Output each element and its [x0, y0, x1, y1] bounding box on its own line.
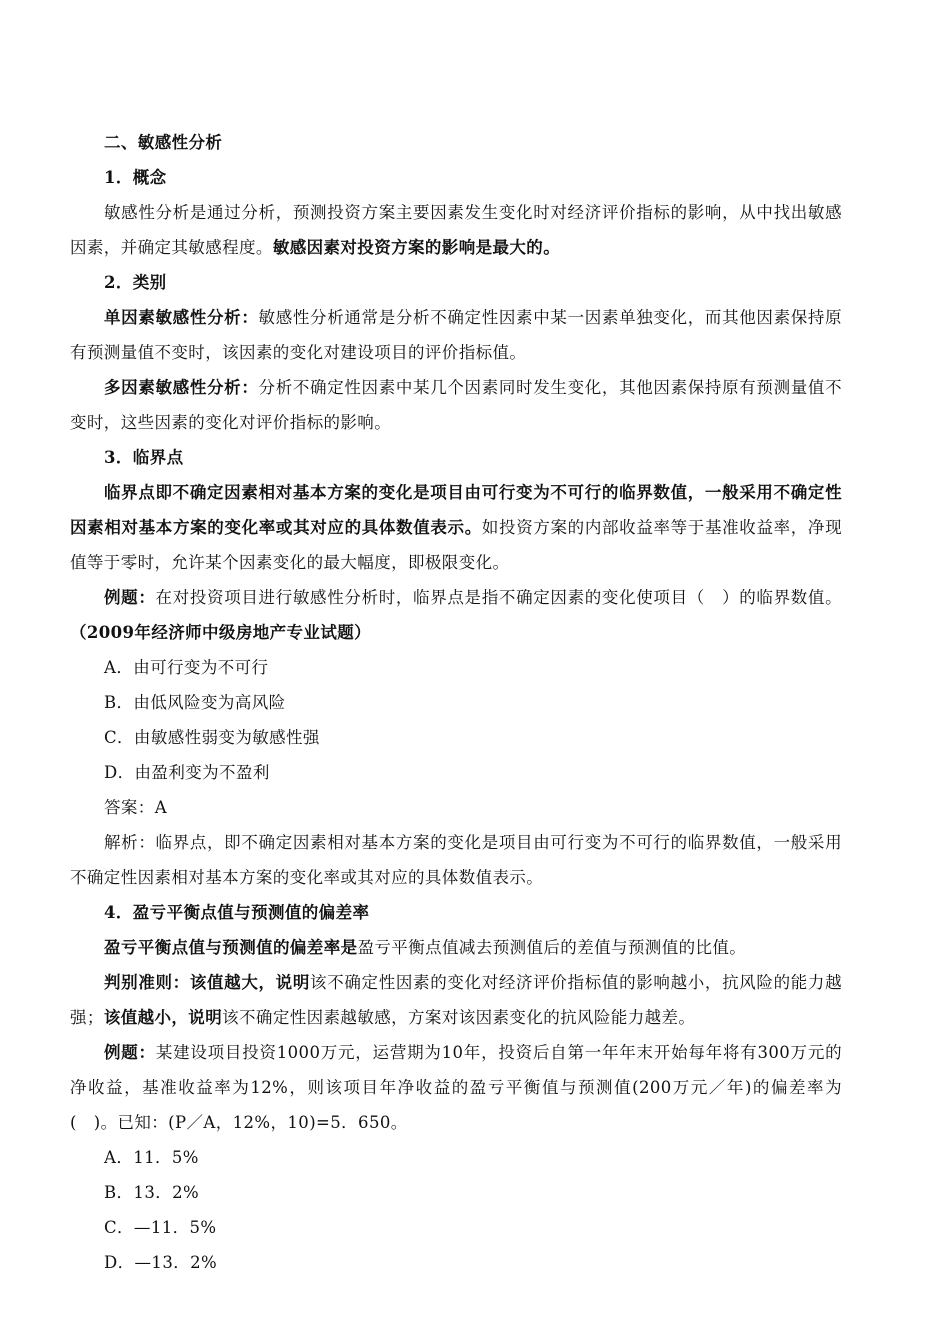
multi-factor-text: 分析不确定性因素中某几个因素同时发生变化，其他因素保持原有预测量值不变时，这些因素的变化对评价指标的影响。: [70, 378, 842, 432]
example1-option-b: B．由低风险变为高风险: [104, 693, 286, 712]
example2-option-a: A．11．5%: [104, 1148, 199, 1167]
concept-paragraph: [70, 195, 842, 265]
concept-heading: 1．概念: [104, 168, 167, 187]
deviation-definition: [70, 930, 842, 965]
example1-option-c: C．由敏感性弱变为敏感性强: [104, 728, 320, 747]
deviation-heading: 4．盈亏平衡点值与预测值的偏差率: [104, 903, 370, 922]
critical-paragraph: [70, 475, 842, 580]
multi-factor-label: 多因素敏感性分析：: [104, 378, 259, 397]
critical-bold: 临界点即不确定因素相对基本方案的变化是项目由可行变为不可行的临界数值，一般采用不确定性因素相对基本方案的变化率或其对应的具体数值表示。: [70, 483, 842, 537]
rule-label: 判别准则：: [104, 973, 190, 992]
example2-question: [70, 1035, 842, 1140]
example1-option-a: A．由可行变为不可行: [104, 658, 269, 677]
deviation-rule: [70, 965, 842, 1035]
example1-question: [70, 580, 842, 650]
rule-text-1: 该不确定性因素的变化对经济评价指标值的影响越小，抗风险的能力越强；: [70, 973, 842, 1027]
example1-label: 例题：: [104, 588, 156, 607]
example2-option-d: D．—13．2%: [104, 1253, 218, 1272]
example2-question-text: 某建设项目投资1000万元，运营期为10年，投资后自第一年年末开始每年将有300万元的净收益，基准收益率为12%，则该项目年净收益的盈亏平衡值与预测值(200万元／年)的偏差率为( )。已知：(P／A，12%，10)=5．650。: [70, 1043, 842, 1132]
rule-bold-1: 该值越大，说明: [189, 973, 311, 992]
single-factor-paragraph: [70, 300, 842, 370]
example1-source: （2009年经济师中级房地产专业试题）: [70, 623, 372, 642]
example2-label: 例题：: [104, 1043, 156, 1062]
example1-option-d: D．由盈利变为不盈利: [104, 763, 270, 782]
critical-heading: 3．临界点: [104, 448, 184, 467]
rule-text-2: 该不确定性因素越敏感，方案对该因素变化的抗风险能力越差。: [222, 1008, 696, 1027]
rule-bold-2: 该值越小，说明: [103, 1008, 223, 1027]
concept-text: 敏感性分析是通过分析，预测投资方案主要因素发生变化时对经济评价指标的影响，从中找出敏感因素，并确定其敏感程度。: [70, 203, 842, 257]
critical-text: 如投资方案的内部收益率等于基准收益率，净现值等于零时，允许某个因素变化的最大幅度，即极限变化。: [70, 518, 842, 572]
example2-option-b: B．13．2%: [104, 1183, 200, 1202]
example1-question-text: 在对投资项目进行敏感性分析时，临界点是指不确定因素的变化使项目（ ）的临界数值。: [155, 588, 843, 607]
single-factor-label: 单因素敏感性分析：: [104, 308, 259, 327]
single-factor-text: 敏感性分析通常是分析不确定性因素中某一因素单独变化，而其他因素保持原有预测量值不变时，该因素的变化对建设项目的评价指标值。: [70, 308, 842, 362]
example1-analysis: 解析：临界点，即不确定因素相对基本方案的变化是项目由可行变为不可行的临界数值，一般采用不确定性因素相对基本方案的变化率或其对应的具体数值表示。: [70, 833, 842, 887]
concept-bold: 敏感因素对投资方案的影响是最大的。: [272, 238, 561, 257]
deviation-def-text: 盈亏平衡点值减去预测值后的差值与预测值的比值。: [357, 938, 747, 957]
types-heading: 2．类别: [104, 273, 167, 292]
example2-option-c: C．—11．5%: [104, 1218, 217, 1237]
multi-factor-paragraph: [70, 370, 842, 440]
section-title: 二、敏感性分析: [104, 133, 223, 152]
example1-answer: 答案：A: [104, 798, 168, 817]
deviation-def-label: 盈亏平衡点值与预测值的偏差率是: [104, 938, 358, 957]
